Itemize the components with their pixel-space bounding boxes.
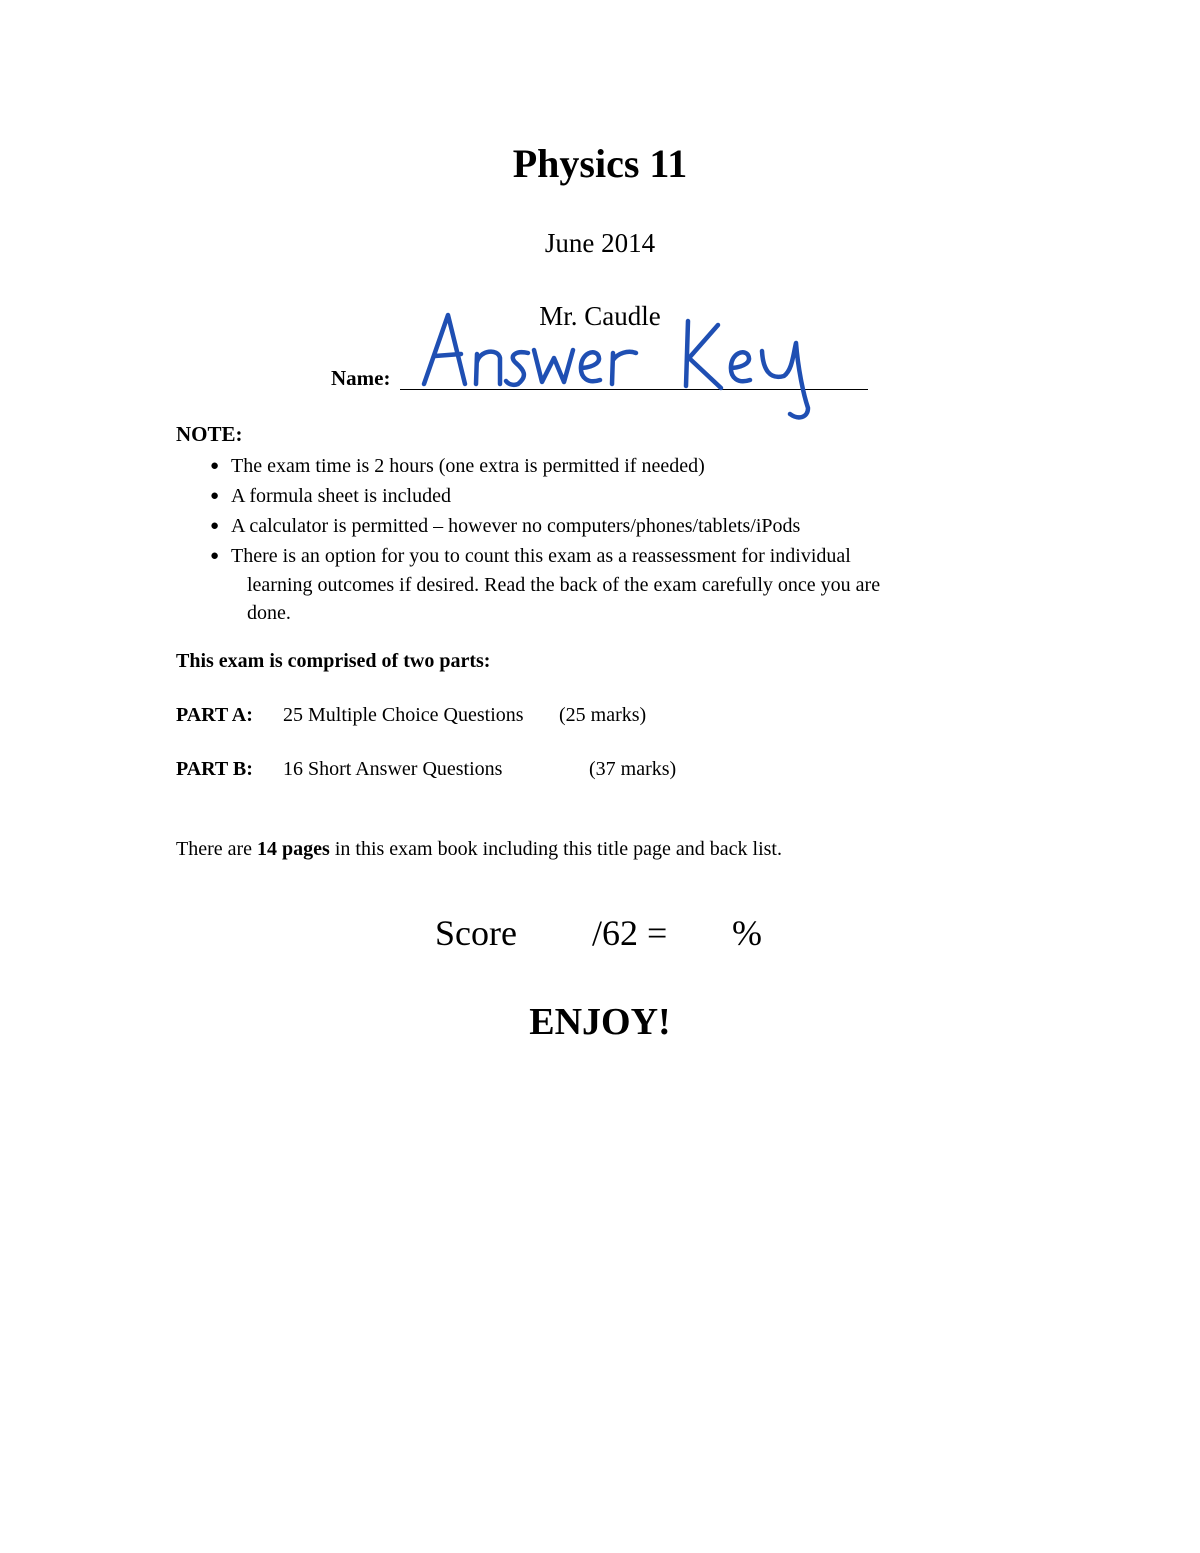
bullet-icon: ● (210, 518, 220, 534)
teacher-name: Mr. Caudle (539, 301, 661, 331)
exam-date: June 2014 (544, 228, 656, 258)
note-continuation: learning outcomes if desired. Read the back of the exam carefully once you are (247, 574, 881, 596)
part-marks: (37 marks) (589, 758, 677, 780)
pages-info: There are 14 pages in this exam book including this title page and back list. (176, 838, 782, 860)
score-percent: % (732, 913, 762, 953)
note-item: ● The exam time is 2 hours (one extra is permitted if needed) (210, 451, 1040, 481)
part-description: 25 Multiple Choice Questions (283, 704, 524, 726)
page-title: Physics 11 (512, 141, 688, 186)
enjoy-text: ENJOY! (529, 1001, 671, 1043)
bullet-icon: ● (210, 488, 220, 504)
handwritten-answer-key (418, 298, 838, 423)
bullet-icon: ● (210, 548, 220, 564)
note-continuation: done. (247, 602, 291, 624)
part-description: 16 Short Answer Questions (283, 758, 503, 780)
part-label: PART B: (176, 758, 253, 780)
note-item: ● A calculator is permitted – however no computers/phones/tablets/iPods (210, 511, 1040, 541)
note-item: ● There is an option for you to count this exam as a reassessment for individual learning outcomes if desired. Read the back of the exam carefully once you are done. (210, 541, 1040, 627)
note-item: ● A formula sheet is included (210, 481, 1040, 511)
name-label: Name: (331, 366, 391, 390)
score-label: Score (435, 913, 517, 953)
parts-intro: This exam is comprised of two parts: (176, 650, 491, 672)
part-a-row (176, 704, 647, 727)
score-total: /62 = (592, 913, 668, 953)
part-label: PART A: (176, 704, 253, 726)
note-label: NOTE: (176, 422, 243, 446)
note-list (210, 451, 1040, 627)
part-marks: (25 marks) (559, 704, 647, 726)
part-b-row (176, 758, 677, 781)
page-count: 14 pages (257, 838, 330, 860)
bullet-icon: ● (210, 458, 220, 474)
